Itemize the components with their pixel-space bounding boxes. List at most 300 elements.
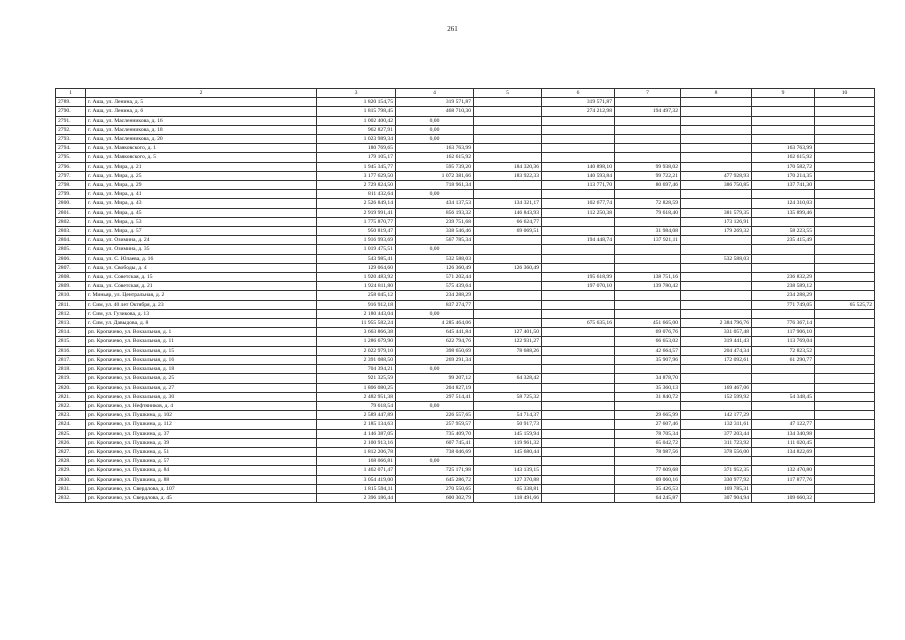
cell-col-4: 297 514,41 bbox=[396, 392, 474, 401]
address: рп. Кропачево, ул. Вокзальная, д. 11 bbox=[86, 337, 317, 346]
cell-col-9 bbox=[752, 98, 815, 107]
cell-col-5: 54 714,37 bbox=[474, 411, 542, 420]
address: г. Сим, ул. Давыдова, д. 8 bbox=[86, 319, 317, 328]
cell-col-9: 124 310,03 bbox=[752, 199, 815, 208]
cell-col-3: 543 985,41 bbox=[317, 254, 396, 263]
cell-col-5 bbox=[474, 355, 542, 364]
cell-col-3: 916 912,18 bbox=[317, 300, 396, 309]
cell-col-10 bbox=[815, 392, 875, 401]
cell-col-4: 645 286,72 bbox=[396, 475, 474, 484]
cell-col-9: 117 877,76 bbox=[752, 475, 815, 484]
cell-col-6 bbox=[542, 291, 615, 300]
table-row bbox=[56, 245, 875, 254]
table-row bbox=[56, 328, 875, 337]
address: г. Аша, ул. Мира, д. 45 bbox=[86, 208, 317, 217]
column-header: 3 bbox=[317, 89, 396, 98]
cell-col-5: 145 159,94 bbox=[474, 429, 542, 438]
address: г. Аша, ул. Озимина, д. 35 bbox=[86, 245, 317, 254]
cell-col-5 bbox=[474, 309, 542, 318]
cell-col-5 bbox=[474, 236, 542, 245]
cell-col-3: 1 023 989,34 bbox=[317, 135, 396, 144]
table-row bbox=[56, 162, 875, 171]
cell-col-7: 31 984,08 bbox=[615, 227, 681, 236]
cell-col-3: 950 819,47 bbox=[317, 227, 396, 236]
cell-col-8 bbox=[681, 273, 752, 282]
cell-col-10 bbox=[815, 181, 875, 190]
cell-col-8 bbox=[681, 125, 752, 134]
cell-col-7 bbox=[615, 457, 681, 466]
cell-col-9: 47 122,77 bbox=[752, 420, 815, 429]
row-number: 2820. bbox=[56, 383, 86, 392]
cell-col-8 bbox=[681, 135, 752, 144]
address: г. Аша, ул. Масленникова, д. 20 bbox=[86, 135, 317, 144]
cell-col-9: 132 470,80 bbox=[752, 466, 815, 475]
cell-col-6 bbox=[542, 438, 615, 447]
cell-col-6: 113 771,70 bbox=[542, 181, 615, 190]
cell-col-10 bbox=[815, 420, 875, 429]
table-row bbox=[56, 365, 875, 374]
cell-col-9: 134 822,69 bbox=[752, 447, 815, 456]
cell-col-9: 58 223,55 bbox=[752, 227, 815, 236]
cell-col-10 bbox=[815, 116, 875, 125]
cell-col-4: 338 546,46 bbox=[396, 227, 474, 236]
cell-col-3: 4 146 387,05 bbox=[317, 429, 396, 438]
cell-col-5: 127 401,50 bbox=[474, 328, 542, 337]
cell-col-6 bbox=[542, 346, 615, 355]
cell-col-10 bbox=[815, 365, 875, 374]
row-number: 2822. bbox=[56, 401, 86, 410]
cell-col-10 bbox=[815, 153, 875, 162]
cell-col-8 bbox=[681, 162, 752, 171]
table-row bbox=[56, 144, 875, 153]
cell-col-3: 1 812 206,78 bbox=[317, 447, 396, 456]
cell-col-3: 258 045,12 bbox=[317, 291, 396, 300]
address: г. Аша, ул. Масленникова, д. 18 bbox=[86, 125, 317, 134]
cell-col-4: 319 571,87 bbox=[396, 98, 474, 107]
table-body bbox=[56, 98, 875, 503]
address: рп. Кропачево, ул. Вокзальная, д. 30 bbox=[86, 392, 317, 401]
cell-col-3: 1 815 798,45 bbox=[317, 107, 396, 116]
cell-col-10 bbox=[815, 346, 875, 355]
cell-col-4: 0,00 bbox=[396, 365, 474, 374]
cell-col-3: 2 482 951,38 bbox=[317, 392, 396, 401]
cell-col-7: 29 665,99 bbox=[615, 411, 681, 420]
cell-col-5: 184 320,36 bbox=[474, 162, 542, 171]
cell-col-8: 142 177,29 bbox=[681, 411, 752, 420]
address: рп. Кропачево, ул. Вокзальная, д. 1 bbox=[86, 328, 317, 337]
row-number: 2828. bbox=[56, 457, 86, 466]
cell-col-10 bbox=[815, 107, 875, 116]
row-number: 2799. bbox=[56, 190, 86, 199]
cell-col-4: 575 439,64 bbox=[396, 282, 474, 291]
address: г. Аша, ул. Советская, д. 15 bbox=[86, 273, 317, 282]
cell-col-5: 64 328,42 bbox=[474, 374, 542, 383]
cell-col-7: 80 697,46 bbox=[615, 181, 681, 190]
cell-col-7 bbox=[615, 365, 681, 374]
cell-col-9: 170 582,72 bbox=[752, 162, 815, 171]
cell-col-8 bbox=[681, 401, 752, 410]
cell-col-9: 163 763,99 bbox=[752, 144, 815, 153]
cell-col-4: 398 650,69 bbox=[396, 346, 474, 355]
cell-col-9: 137 741,30 bbox=[752, 181, 815, 190]
cell-col-7 bbox=[615, 125, 681, 134]
cell-col-3: 2 396 186,44 bbox=[317, 493, 396, 502]
cell-col-6 bbox=[542, 245, 615, 254]
cell-col-7: 194 497,32 bbox=[615, 107, 681, 116]
cell-col-4: 735 409,70 bbox=[396, 429, 474, 438]
cell-col-10 bbox=[815, 263, 875, 272]
column-header: 9 bbox=[752, 89, 815, 98]
address: г. Аша, ул. Мира, д. 29 bbox=[86, 181, 317, 190]
cell-col-9: 72 823,52 bbox=[752, 346, 815, 355]
cell-col-8 bbox=[681, 457, 752, 466]
address: рп. Кропачево, ул. Вокзальная, д. 27 bbox=[86, 383, 317, 392]
cell-col-3: 704 394,21 bbox=[317, 365, 396, 374]
row-number: 2813. bbox=[56, 319, 86, 328]
table-row bbox=[56, 199, 875, 208]
table-row bbox=[56, 190, 875, 199]
row-number: 2831. bbox=[56, 484, 86, 493]
cell-col-6 bbox=[542, 116, 615, 125]
cell-col-8: 169 785,31 bbox=[681, 484, 752, 493]
row-number: 2796. bbox=[56, 162, 86, 171]
cell-col-9 bbox=[752, 125, 815, 134]
cell-col-4: 0,00 bbox=[396, 116, 474, 125]
cell-col-5: 146 843,93 bbox=[474, 208, 542, 217]
cell-col-9: 771 749,05 bbox=[752, 300, 815, 309]
cell-col-4: 595 739,20 bbox=[396, 162, 474, 171]
cell-col-3: 1 775 870,77 bbox=[317, 217, 396, 226]
cell-col-10 bbox=[815, 282, 875, 291]
column-header: 8 bbox=[681, 89, 752, 98]
cell-col-3: 2 180 443,04 bbox=[317, 309, 396, 318]
cell-col-6 bbox=[542, 365, 615, 374]
cell-col-10 bbox=[815, 190, 875, 199]
cell-col-8: 477 928,93 bbox=[681, 171, 752, 180]
cell-col-10 bbox=[815, 493, 875, 502]
cell-col-7: 79 618,40 bbox=[615, 208, 681, 217]
cell-col-3: 1 806 080,25 bbox=[317, 383, 396, 392]
cell-col-8 bbox=[681, 374, 752, 383]
cell-col-8: 381 579,35 bbox=[681, 208, 752, 217]
column-header: 5 bbox=[474, 89, 542, 98]
cell-col-10 bbox=[815, 254, 875, 263]
cell-col-3: 168 066,81 bbox=[317, 457, 396, 466]
table-row bbox=[56, 171, 875, 180]
cell-col-7 bbox=[615, 309, 681, 318]
cell-col-8 bbox=[681, 98, 752, 107]
address: рп. Кропачево, ул. Вокзальная, д. 16 bbox=[86, 355, 317, 364]
row-number: 2812. bbox=[56, 309, 86, 318]
cell-col-4: 163 763,99 bbox=[396, 144, 474, 153]
cell-col-5 bbox=[474, 291, 542, 300]
table-row bbox=[56, 227, 875, 236]
cell-col-3: 179 105,17 bbox=[317, 153, 396, 162]
cell-col-6 bbox=[542, 144, 615, 153]
cell-col-5: 145 680,44 bbox=[474, 447, 542, 456]
row-number: 2791. bbox=[56, 116, 86, 125]
cell-col-7 bbox=[615, 401, 681, 410]
cell-col-10 bbox=[815, 171, 875, 180]
cell-col-6 bbox=[542, 328, 615, 337]
cell-col-4: 204 827,19 bbox=[396, 383, 474, 392]
table-row bbox=[56, 429, 875, 438]
row-number: 2804. bbox=[56, 236, 86, 245]
cell-col-10 bbox=[815, 245, 875, 254]
cell-col-6 bbox=[542, 217, 615, 226]
row-number: 2789. bbox=[56, 98, 86, 107]
cell-col-10 bbox=[815, 457, 875, 466]
table-row bbox=[56, 273, 875, 282]
cell-col-7: 35 360,13 bbox=[615, 383, 681, 392]
cell-col-5: 126 360,49 bbox=[474, 263, 542, 272]
cell-col-10 bbox=[815, 125, 875, 134]
cell-col-6 bbox=[542, 254, 615, 263]
cell-col-3: 11 955 582,24 bbox=[317, 319, 396, 328]
cell-col-4: 600 302,79 bbox=[396, 493, 474, 502]
address: рп. Кропачево, ул. Свердлова, д. 45 bbox=[86, 493, 317, 502]
cell-col-4: 0,00 bbox=[396, 457, 474, 466]
cell-col-9 bbox=[752, 245, 815, 254]
cell-col-4: 162 615,92 bbox=[396, 153, 474, 162]
cell-col-9: 117 906,10 bbox=[752, 328, 815, 337]
row-number: 2805. bbox=[56, 245, 86, 254]
cell-col-10 bbox=[815, 208, 875, 217]
cell-col-10 bbox=[815, 466, 875, 475]
cell-col-10 bbox=[815, 383, 875, 392]
cell-col-4: 0,00 bbox=[396, 401, 474, 410]
address: г. Аша, ул. Ленина, д. 5 bbox=[86, 98, 317, 107]
cell-col-7: 35 907,96 bbox=[615, 355, 681, 364]
cell-col-8: 152 599,92 bbox=[681, 392, 752, 401]
cell-col-6 bbox=[542, 355, 615, 364]
cell-col-3: 2 185 134,63 bbox=[317, 420, 396, 429]
row-number: 2811. bbox=[56, 300, 86, 309]
cell-col-8 bbox=[681, 199, 752, 208]
cell-col-5 bbox=[474, 144, 542, 153]
cell-col-7: 72 828,59 bbox=[615, 199, 681, 208]
cell-col-6: 194 448,74 bbox=[542, 236, 615, 245]
cell-col-4: 126 360,49 bbox=[396, 263, 474, 272]
cell-col-7: 139 780,42 bbox=[615, 282, 681, 291]
cell-col-3: 3 177 629,50 bbox=[317, 171, 396, 180]
cell-col-4: 468 710,30 bbox=[396, 107, 474, 116]
cell-col-7 bbox=[615, 217, 681, 226]
column-header: 4 bbox=[396, 89, 474, 98]
cell-col-5 bbox=[474, 319, 542, 328]
cell-col-6 bbox=[542, 457, 615, 466]
cell-col-8 bbox=[681, 236, 752, 245]
cell-col-7: 78 705,34 bbox=[615, 429, 681, 438]
cell-col-8 bbox=[681, 190, 752, 199]
table-row bbox=[56, 484, 875, 493]
cell-col-9 bbox=[752, 263, 815, 272]
column-header: 10 bbox=[815, 89, 875, 98]
cell-col-8: 311 723,92 bbox=[681, 438, 752, 447]
cell-col-3: 2 729 824,50 bbox=[317, 181, 396, 190]
cell-col-9 bbox=[752, 254, 815, 263]
cell-col-4: 0,00 bbox=[396, 245, 474, 254]
cell-col-10 bbox=[815, 429, 875, 438]
address: рп. Кропачево, ул. Вокзальная, д. 15 bbox=[86, 346, 317, 355]
cell-col-4: 239 751,68 bbox=[396, 217, 474, 226]
cell-col-8: 377 203,44 bbox=[681, 429, 752, 438]
cell-col-6 bbox=[542, 227, 615, 236]
cell-col-4: 4 285 464,06 bbox=[396, 319, 474, 328]
cell-col-7 bbox=[615, 116, 681, 125]
cell-col-10 bbox=[815, 98, 875, 107]
header-row bbox=[56, 89, 875, 98]
cell-col-9: 234 288,29 bbox=[752, 291, 815, 300]
cell-col-6 bbox=[542, 493, 615, 502]
table-row bbox=[56, 107, 875, 116]
cell-col-7 bbox=[615, 291, 681, 300]
cell-col-5 bbox=[474, 181, 542, 190]
cell-col-6 bbox=[542, 309, 615, 318]
cell-col-6 bbox=[542, 153, 615, 162]
cell-col-5 bbox=[474, 107, 542, 116]
cell-col-6 bbox=[542, 475, 615, 484]
cell-col-7: 138 751,16 bbox=[615, 273, 681, 282]
address: г. Аша, ул. Озимина, д. 24 bbox=[86, 236, 317, 245]
cell-col-3: 3 663 866,38 bbox=[317, 328, 396, 337]
cell-col-7: 99 938,02 bbox=[615, 162, 681, 171]
row-number: 2832. bbox=[56, 493, 86, 502]
address: г. Аша, ул. Свободы, д. 4 bbox=[86, 263, 317, 272]
cell-col-10 bbox=[815, 319, 875, 328]
column-header: 1 bbox=[56, 89, 86, 98]
cell-col-3: 1 916 993,69 bbox=[317, 236, 396, 245]
cell-col-10 bbox=[815, 135, 875, 144]
cell-col-8: 319 441,43 bbox=[681, 337, 752, 346]
cell-col-8: 371 952,35 bbox=[681, 466, 752, 475]
cell-col-7: 35 426,53 bbox=[615, 484, 681, 493]
address: рп. Кропачево, ул. Вокзальная, д. 25 bbox=[86, 374, 317, 383]
cell-col-7: 69 076,76 bbox=[615, 328, 681, 337]
cell-col-4: 571 202,44 bbox=[396, 273, 474, 282]
cell-col-9 bbox=[752, 135, 815, 144]
table-row bbox=[56, 135, 875, 144]
cell-col-7: 64 245,87 bbox=[615, 493, 681, 502]
row-number: 2809. bbox=[56, 282, 86, 291]
cell-col-9: 170 214,35 bbox=[752, 171, 815, 180]
cell-col-8: 173 126,91 bbox=[681, 217, 752, 226]
cell-col-10 bbox=[815, 199, 875, 208]
cell-col-9: 61 290,77 bbox=[752, 355, 815, 364]
cell-col-4: 234 288,29 bbox=[396, 291, 474, 300]
cell-col-6 bbox=[542, 429, 615, 438]
address: рп. Кропачево, ул. Пушкина, д. 57 bbox=[86, 457, 317, 466]
cell-col-5: 122 931,27 bbox=[474, 337, 542, 346]
table-row bbox=[56, 319, 875, 328]
cell-col-8 bbox=[681, 107, 752, 116]
cell-col-10 bbox=[815, 337, 875, 346]
cell-col-9 bbox=[752, 309, 815, 318]
address: рп. Кропачево, ул. Пушкина, д. 39 bbox=[86, 438, 317, 447]
cell-col-3: 1 945 345,77 bbox=[317, 162, 396, 171]
cell-col-5: 134 321,17 bbox=[474, 199, 542, 208]
address: г. Аша, ул. Маяковского, д. 5 bbox=[86, 153, 317, 162]
cell-col-6 bbox=[542, 190, 615, 199]
table-row bbox=[56, 98, 875, 107]
cell-col-5 bbox=[474, 245, 542, 254]
cell-col-9 bbox=[752, 217, 815, 226]
cell-col-8 bbox=[681, 309, 752, 318]
cell-col-10 bbox=[815, 438, 875, 447]
column-header: 2 bbox=[86, 89, 317, 98]
cell-col-7 bbox=[615, 135, 681, 144]
cell-col-9: 135 899,46 bbox=[752, 208, 815, 217]
cell-col-8: 307 904,94 bbox=[681, 493, 752, 502]
cell-col-10 bbox=[815, 309, 875, 318]
cell-col-4: 567 785,34 bbox=[396, 236, 474, 245]
cell-col-10 bbox=[815, 217, 875, 226]
cell-col-9: 113 769,04 bbox=[752, 337, 815, 346]
cell-col-5: 58 725,32 bbox=[474, 392, 542, 401]
cell-col-3: 2 022 979,10 bbox=[317, 346, 396, 355]
cell-col-10 bbox=[815, 374, 875, 383]
row-number: 2826. bbox=[56, 438, 86, 447]
cell-col-6 bbox=[542, 484, 615, 493]
cell-col-3: 2 391 088,50 bbox=[317, 355, 396, 364]
cell-col-4: 718 961,34 bbox=[396, 181, 474, 190]
row-number: 2808. bbox=[56, 273, 86, 282]
registry-table bbox=[55, 88, 875, 503]
cell-col-10 bbox=[815, 484, 875, 493]
row-number: 2830. bbox=[56, 475, 86, 484]
cell-col-4: 0,00 bbox=[396, 125, 474, 134]
cell-col-5 bbox=[474, 365, 542, 374]
row-number: 2824. bbox=[56, 420, 86, 429]
address: рп. Кропачево, ул. Пушкина, д. 51 bbox=[86, 447, 317, 456]
cell-col-4: 1 072 381,66 bbox=[396, 171, 474, 180]
table-row bbox=[56, 309, 875, 318]
cell-col-7 bbox=[615, 144, 681, 153]
cell-col-5 bbox=[474, 300, 542, 309]
table-row bbox=[56, 401, 875, 410]
address: г. Сим, ул. Гузикова, д. 13 bbox=[86, 309, 317, 318]
cell-col-5 bbox=[474, 401, 542, 410]
cell-col-4: 99 207,12 bbox=[396, 374, 474, 383]
cell-col-4: 725 171,98 bbox=[396, 466, 474, 475]
address: рп. Кропачево, ул. Пушкина, д. 84 bbox=[86, 466, 317, 475]
cell-col-5 bbox=[474, 135, 542, 144]
table-row bbox=[56, 263, 875, 272]
cell-col-5 bbox=[474, 457, 542, 466]
cell-col-9 bbox=[752, 457, 815, 466]
cell-col-5 bbox=[474, 282, 542, 291]
table-row bbox=[56, 383, 875, 392]
cell-col-7 bbox=[615, 245, 681, 254]
cell-col-6 bbox=[542, 392, 615, 401]
cell-col-10 bbox=[815, 447, 875, 456]
cell-col-6 bbox=[542, 447, 615, 456]
cell-col-9 bbox=[752, 383, 815, 392]
cell-col-3: 1 924 811,80 bbox=[317, 282, 396, 291]
cell-col-5: 65 338,81 bbox=[474, 484, 542, 493]
column-header: 7 bbox=[615, 89, 681, 98]
address: г. Аша, ул. Мира, д. 25 bbox=[86, 171, 317, 180]
cell-col-7 bbox=[615, 263, 681, 272]
cell-col-6: 197 070,10 bbox=[542, 282, 615, 291]
cell-col-6 bbox=[542, 300, 615, 309]
address: рп. Кропачево, ул. Пушкина, д. 37 bbox=[86, 429, 317, 438]
cell-col-8: 132 311,61 bbox=[681, 420, 752, 429]
table-row bbox=[56, 346, 875, 355]
cell-col-5: 183 922,33 bbox=[474, 171, 542, 180]
cell-col-3: 1 920 483,92 bbox=[317, 273, 396, 282]
address: г. Аша, ул. Мира, д. 41 bbox=[86, 190, 317, 199]
